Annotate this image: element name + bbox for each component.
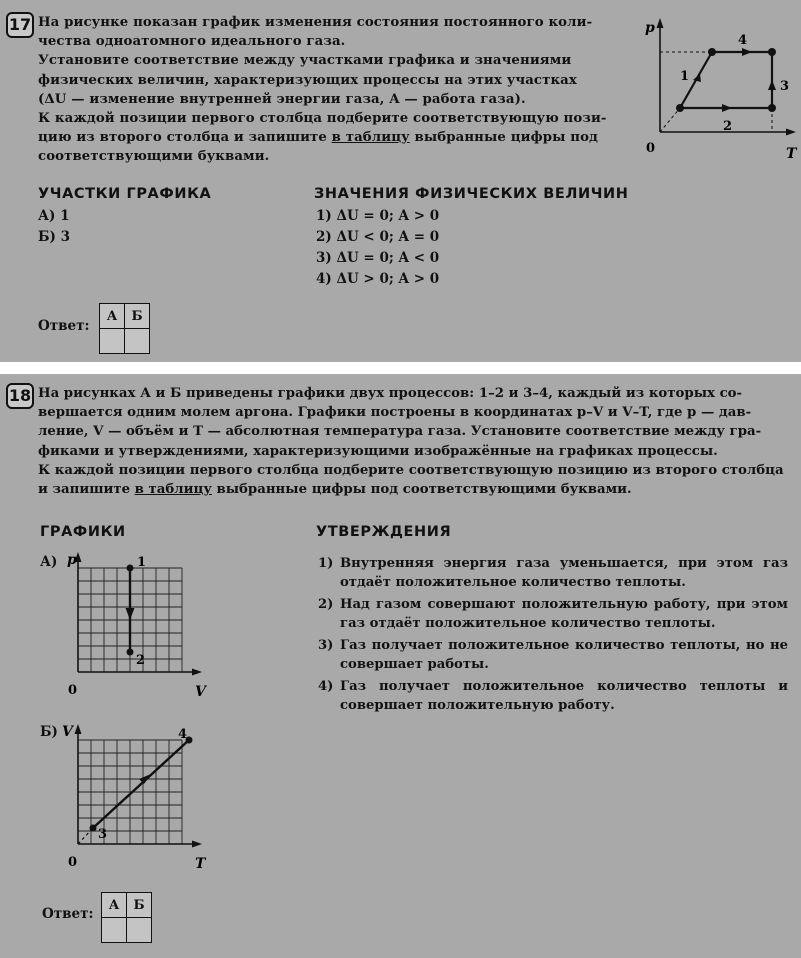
task-18-statement xyxy=(38,384,798,499)
axis-label-V: V xyxy=(62,724,73,740)
text-line: соответствующими буквами. xyxy=(38,149,270,165)
task-number: 17 xyxy=(6,12,34,38)
text-line: вершается одним молем аргона. Графики построены в координатах p–V и V–T, где p — дав- xyxy=(38,405,752,421)
graph-b-VT xyxy=(58,720,218,880)
point-label-2: 2 xyxy=(136,653,146,668)
value-option-4: 4) ΔU > 0; A > 0 xyxy=(316,271,440,287)
graph-a-letter: А) xyxy=(40,554,58,570)
text-line: На рисунках А и Б приведены графики двух процессов: 1–2 и 3–4, каждый из которых со- xyxy=(38,386,743,401)
table-link[interactable]: в таблицу xyxy=(134,482,212,498)
answer-cell-a[interactable] xyxy=(100,329,125,354)
text-line: цию из второго столбца и запишите в таблицу выбранные цифры под xyxy=(38,130,599,146)
answer-label: Ответ: xyxy=(38,318,90,334)
value-option-2: 2) ΔU < 0; A = 0 xyxy=(316,229,440,245)
statement-1: 1) Внутренняя энергия газа уменьшается, при этом газ отдаёт положительное количество теплоты. xyxy=(318,556,788,590)
answer-cell-b[interactable] xyxy=(127,918,152,943)
statement-2: 2) Над газом совершают положительную работу, при этом газ отдаёт положительное количество теплоты. xyxy=(318,597,788,631)
text-line: и запишите в таблицу выбранные цифры под соответствующими буквами. xyxy=(38,482,632,498)
answer-header-b: Б xyxy=(127,893,152,918)
answer-header-a: А xyxy=(100,304,125,329)
axis-label-p: p xyxy=(645,20,655,36)
text-line: Установите соответствие между участками графика и значениями xyxy=(38,53,572,69)
axis-label-T: T xyxy=(195,856,206,872)
segment-item-b: Б) 3 xyxy=(38,229,71,245)
answer-header-a: А xyxy=(102,893,127,918)
text-line: чества одноатомного идеального газа. xyxy=(38,34,346,50)
answer-table xyxy=(99,303,150,354)
task-17-pT-graph xyxy=(640,14,800,164)
origin-label: 0 xyxy=(646,141,656,156)
answer-header-b: Б xyxy=(125,304,150,329)
answer-cell-b[interactable] xyxy=(125,329,150,354)
text-line: (ΔU — изменение внутренней энергии газа, A — работа газа). xyxy=(38,91,526,107)
task-18-panel xyxy=(0,374,801,958)
statement-4: 4) Газ получает положительное количество теплоты и совершает положительную работу. xyxy=(318,679,788,713)
column-header-graphs: ГРАФИКИ xyxy=(40,524,126,540)
segment-label-4: 4 xyxy=(738,33,748,48)
text-line: фиками и утверждениями, характеризующими изображённые на графиках процессы. xyxy=(38,443,718,459)
section-divider xyxy=(0,362,801,374)
point-label-1: 1 xyxy=(137,555,147,570)
statement-3: 3) Газ получает положительное количество теплоты, но не совершает работы. xyxy=(318,638,788,672)
text-line: физических величин, характеризующих процессы на этих участках xyxy=(38,72,577,88)
answer-cell-a[interactable] xyxy=(102,918,127,943)
origin-label: 0 xyxy=(68,683,78,698)
text-line: К каждой позиции первого столбца подберите соответствующую пози- xyxy=(38,111,607,127)
axis-label-p: p xyxy=(67,552,77,568)
point-label-4: 4 xyxy=(178,727,188,742)
point-label-3: 3 xyxy=(98,827,108,842)
task-number: 18 xyxy=(6,383,34,409)
table-link[interactable]: в таблицу xyxy=(331,130,410,146)
graph-b-letter: Б) xyxy=(40,724,58,740)
text-line: На рисунке показан график изменения состояния постоянного коли- xyxy=(38,15,593,30)
task-17-statement xyxy=(38,13,618,167)
segment-item-a: А) 1 xyxy=(38,208,70,224)
text-line: ление, V — объём и T — абсолютная температура газа. Установите соответствие между гра- xyxy=(38,424,762,440)
value-option-1: 1) ΔU = 0; A > 0 xyxy=(316,208,440,224)
graph-a-pV xyxy=(58,548,218,708)
axis-label-T: T xyxy=(786,146,797,162)
column-header-statements: УТВЕРЖДЕНИЯ xyxy=(316,524,452,540)
text-line: К каждой позиции первого столбца подберите соответствующую позицию из второго столбца xyxy=(38,462,784,478)
segment-label-3: 3 xyxy=(780,79,790,94)
answer-table xyxy=(101,892,152,943)
task-17-panel xyxy=(0,0,801,362)
segment-label-1: 1 xyxy=(680,69,690,84)
column-header-graph-segments: УЧАСТКИ ГРАФИКА xyxy=(38,186,212,202)
segment-label-2: 2 xyxy=(723,119,733,134)
axis-label-V: V xyxy=(195,684,206,700)
column-header-values: ЗНАЧЕНИЯ ФИЗИЧЕСКИХ ВЕЛИЧИН xyxy=(314,186,629,202)
answer-label: Ответ: xyxy=(42,906,94,922)
value-option-3: 3) ΔU = 0; A < 0 xyxy=(316,250,440,266)
origin-label: 0 xyxy=(68,855,78,870)
